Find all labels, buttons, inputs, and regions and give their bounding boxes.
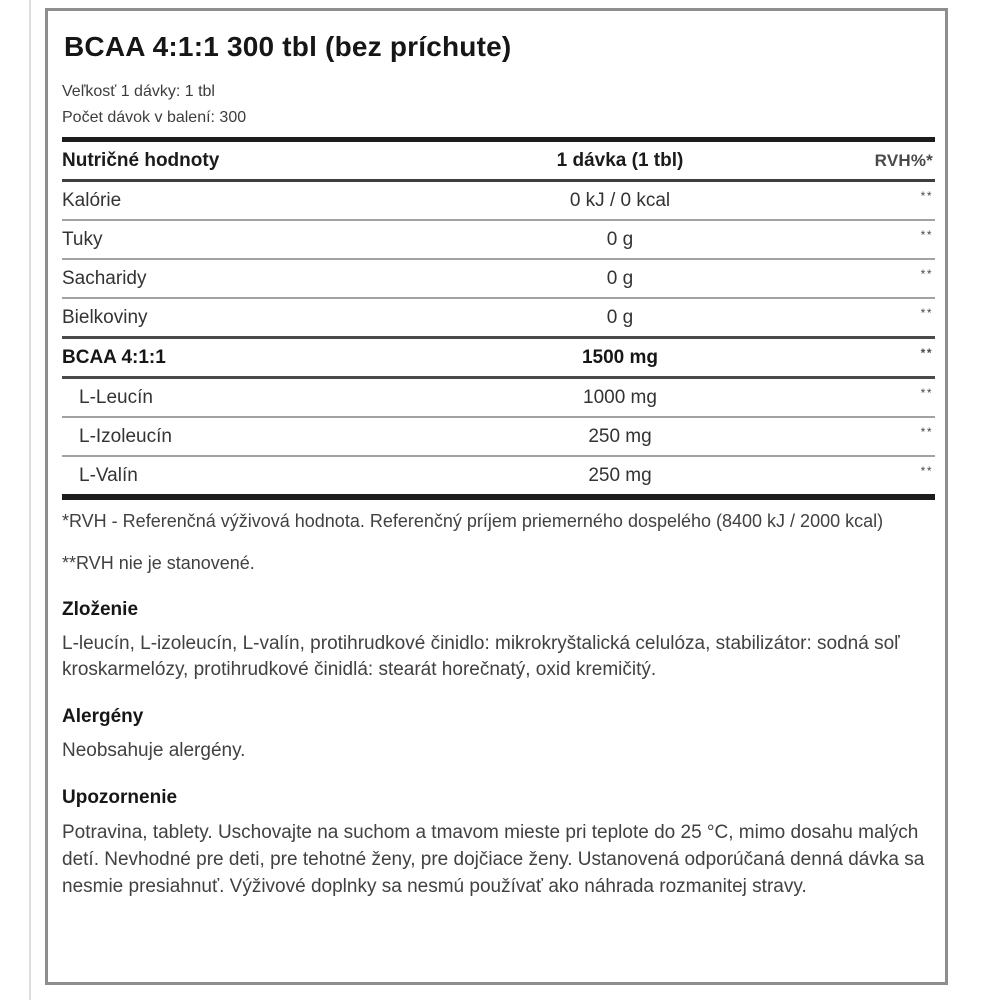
header-rvh-percent: RVH%* [874, 150, 933, 170]
row-rvh: ** [920, 385, 933, 400]
row-value: 0 g [606, 267, 634, 289]
header-per-serving: 1 dávka (1 tbl) [556, 149, 684, 171]
row-rvh: ** [920, 463, 933, 478]
section-heading-allergens: Alergény [62, 706, 144, 727]
row-value: 1000 mg [583, 386, 657, 408]
row-name: L-Valín [79, 464, 138, 486]
nutrition-table [62, 137, 935, 500]
header-nutrition-values: Nutričné hodnoty [62, 149, 220, 171]
table-row-calories [62, 182, 935, 221]
row-name: L-Leucín [79, 386, 153, 408]
row-rvh: ** [920, 424, 933, 439]
servings-per-pack: Počet dávok v balení: 300 [62, 109, 247, 126]
product-title: BCAA 4:1:1 300 tbl (bez príchute) [64, 31, 512, 62]
row-value: 0 kJ / 0 kcal [569, 189, 671, 211]
table-row-fats [62, 221, 935, 260]
row-rvh: ** [920, 305, 933, 320]
row-rvh: ** [920, 266, 933, 281]
section-body-warning: Potravina, tablety. Uschovajte na suchom a tmavom mieste pri teplote do 25 °C, mimo dosahu malých detí. Nevhodné pre deti, pre tehotné ženy, pre dojčiace ženy. Ustanovená odporúčaná denná dávka sa nesmie presiahnuť. Výživové doplnky sa nesmú používať ako náhrada rozmanitej stravy. [62, 822, 925, 897]
row-value: 250 mg [588, 464, 652, 486]
table-row-proteins [62, 299, 935, 339]
row-name: Kalórie [62, 189, 122, 211]
nutrition-label-panel [45, 8, 948, 985]
page-edge-divider [29, 0, 31, 1000]
section-heading-warning: Upozornenie [62, 787, 178, 808]
row-value: 0 g [606, 228, 634, 250]
section-heading-ingredients: Zloženie [62, 599, 139, 620]
row-rvh: ** [920, 188, 933, 203]
table-row-carbohydrates [62, 260, 935, 299]
serving-info [62, 79, 935, 131]
row-value: 250 mg [588, 425, 652, 447]
table-row-bcaa-total [62, 339, 935, 379]
nutrition-table-header-row [62, 142, 935, 182]
row-rvh: ** [920, 227, 933, 242]
section-body-ingredients: L-leucín, L-izoleucín, L-valín, protihrudkové činidlo: mikrokryštalická celulóza, stabilizátor: sodná soľ kroskarmelózy, protihrudkové činidlá: stearát horečnatý, oxid kremičitý. [62, 633, 900, 680]
row-value: 0 g [606, 306, 634, 328]
row-name: Tuky [62, 228, 103, 250]
table-row-l-isoleucine [62, 418, 935, 457]
row-value: 1500 mg [581, 346, 659, 368]
table-row-l-leucine [62, 379, 935, 418]
table-row-l-valine [62, 457, 935, 500]
row-name: L-Izoleucín [79, 425, 172, 447]
section-body-allergens: Neobsahuje alergény. [62, 740, 246, 761]
row-name: Bielkoviny [62, 306, 148, 328]
footnote-rvh-not-set: **RVH nie je stanovené. [62, 553, 255, 573]
row-rvh: ** [920, 345, 933, 360]
footnote-rvh-definition: *RVH - Referenčná výživová hodnota. Referenčný príjem priemerného dospelého (8400 kJ / 2000 kcal) [62, 511, 884, 531]
serving-size: Veľkosť 1 dávky: 1 tbl [62, 83, 215, 100]
row-name: Sacharidy [62, 267, 147, 289]
row-name: BCAA 4:1:1 [62, 346, 166, 368]
